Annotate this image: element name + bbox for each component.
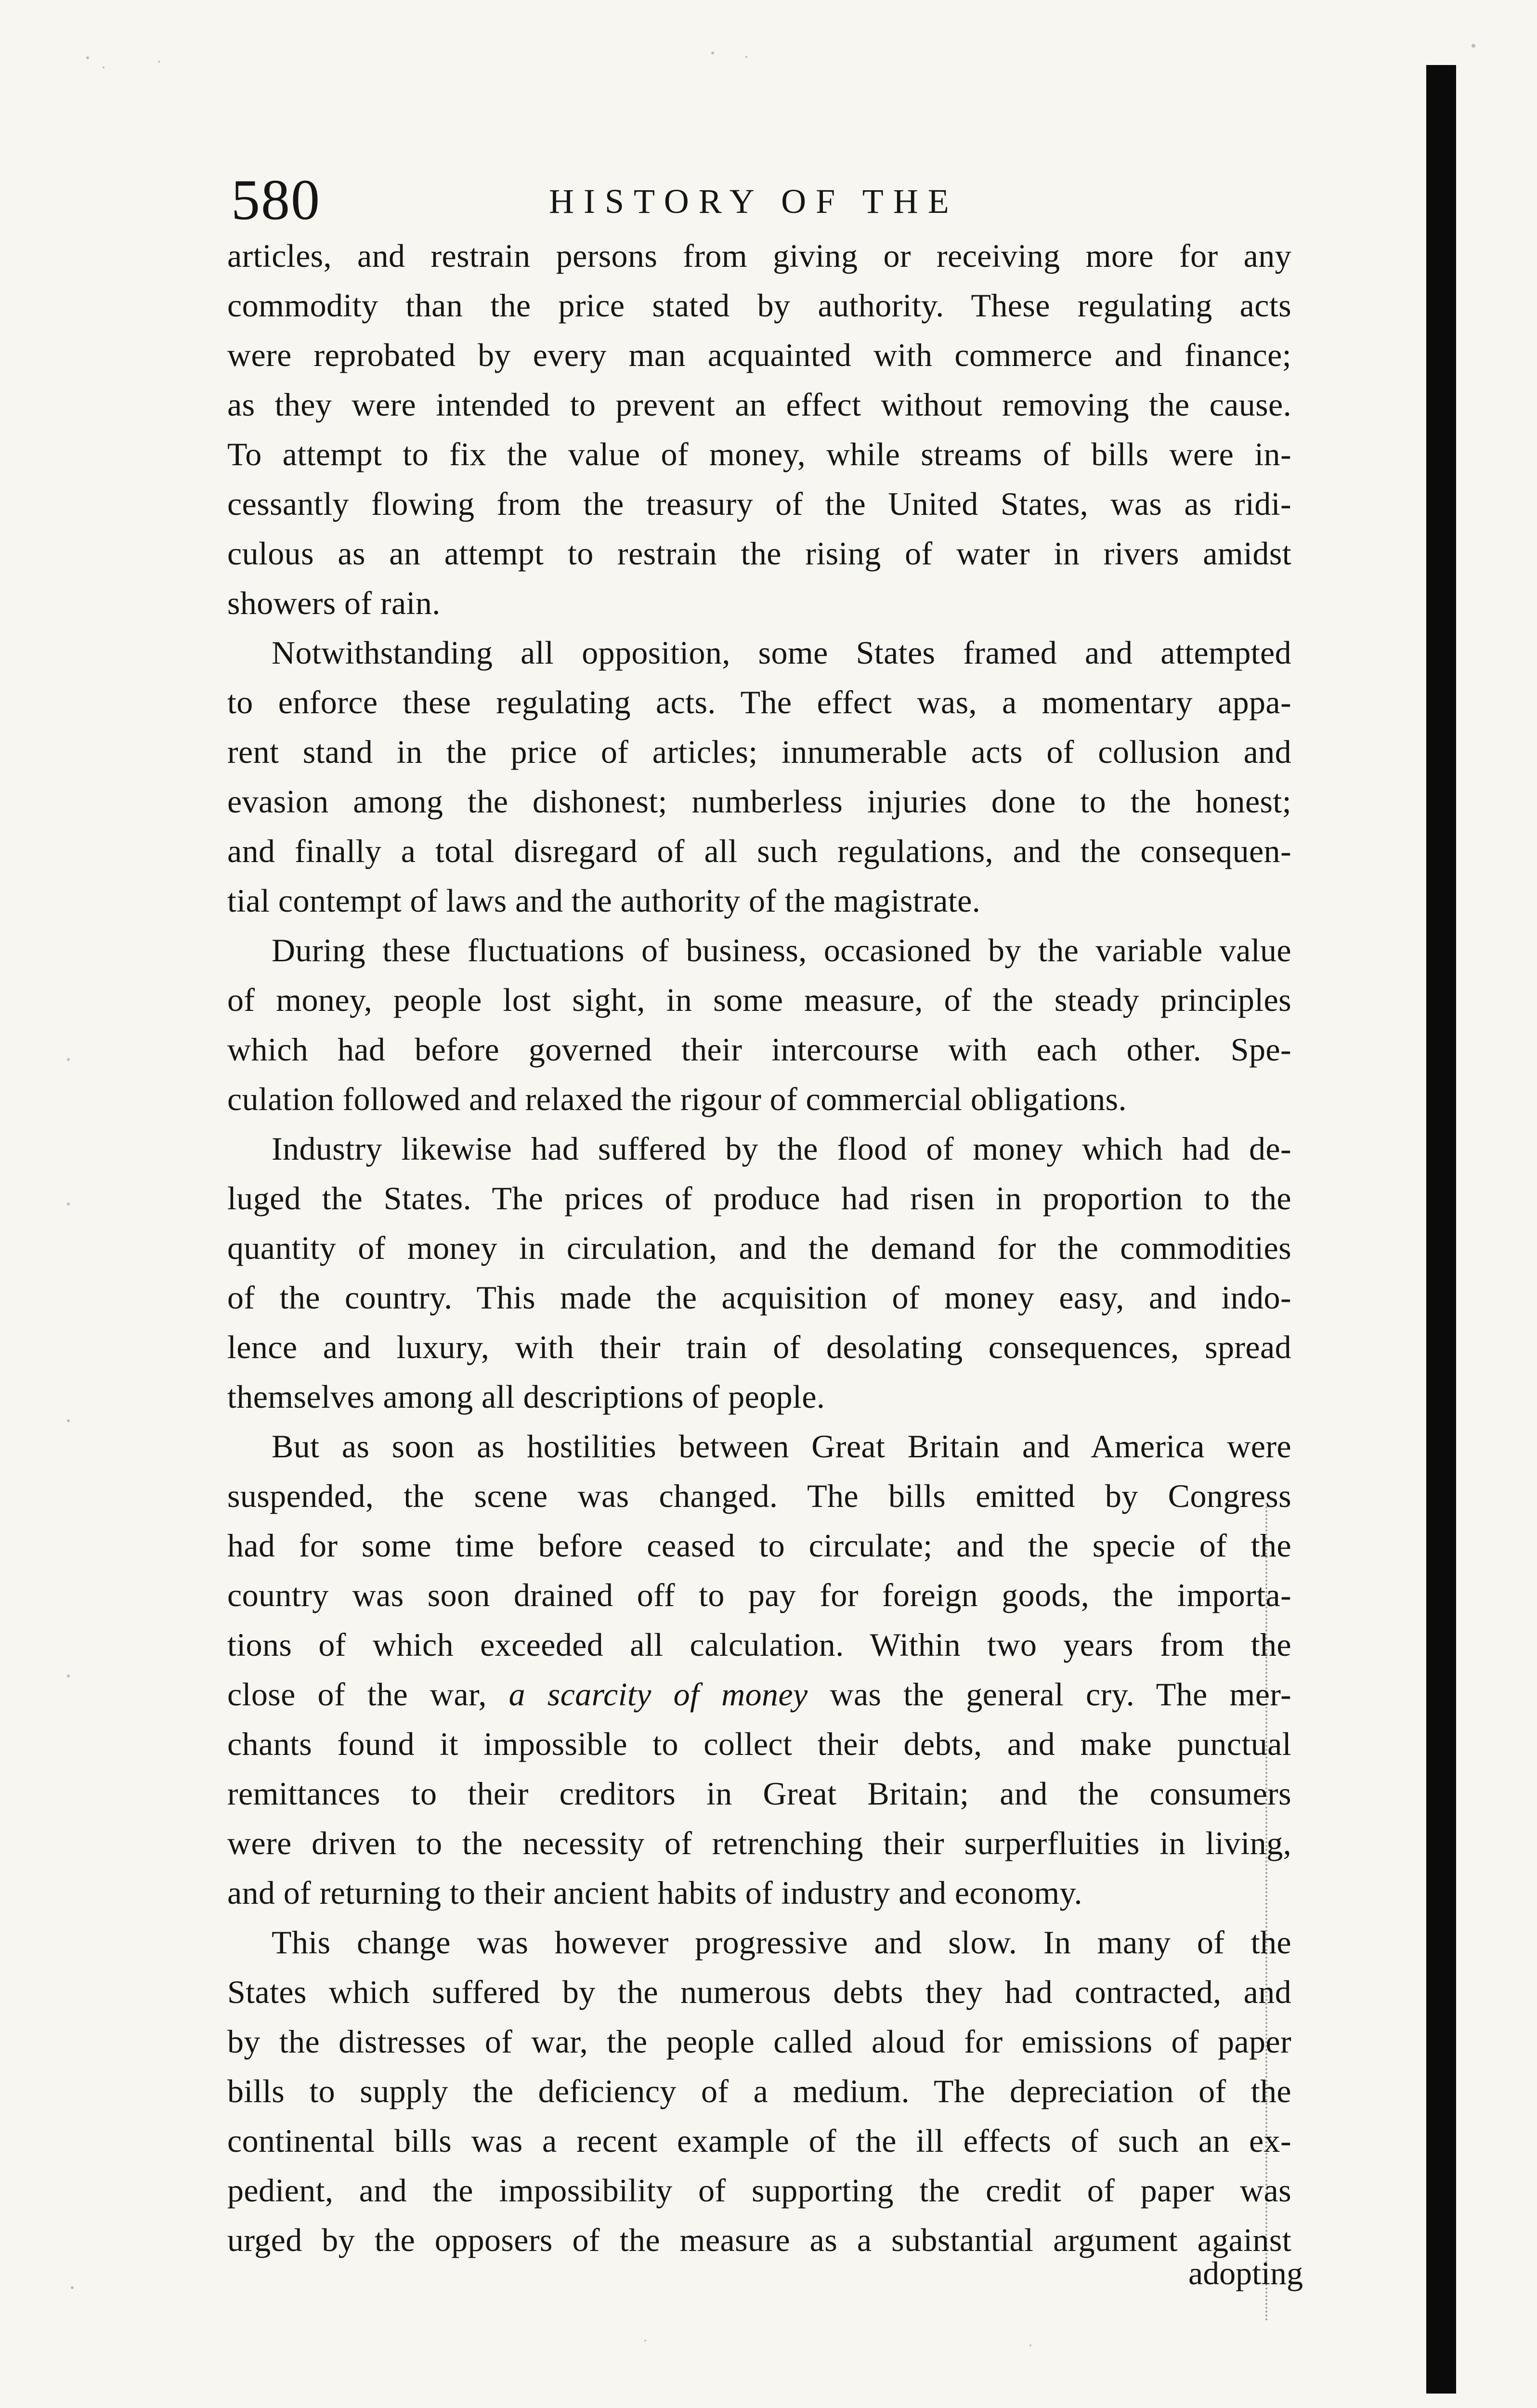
page-number: 580: [231, 168, 321, 232]
text-line: culous as an attempt to restrain the rising of water in rivers amidst: [227, 535, 1291, 572]
text-line: luged the States. The prices of produce had risen in proportion to the: [227, 1180, 1291, 1217]
text-line: which had before governed their intercourse with each other. Spe-: [227, 1031, 1291, 1068]
text-line: To attempt to fix the value of money, while streams of bills were in-: [227, 436, 1291, 472]
text-line: pedient, and the impossibility of supporting the credit of paper was: [227, 2172, 1291, 2209]
paragraph-1: [227, 231, 1291, 628]
paragraph-3: [227, 926, 1291, 1124]
paragraph-5: [227, 1422, 1291, 1918]
paragraph-6: [227, 1918, 1291, 2265]
text-line: by the distresses of war, the people called aloud for emissions of paper: [227, 2023, 1291, 2060]
text-line: continental bills was a recent example of the ill effects of such an ex-: [227, 2122, 1291, 2159]
text-line: country was soon drained off to pay for foreign goods, the importa-: [227, 1577, 1291, 1613]
italic-phrase: a scarcity of money: [508, 1676, 808, 1713]
text-line: as they were intended to prevent an effect without removing the cause.: [227, 386, 1291, 423]
text-line: This change was however progressive and slow. In many of the: [272, 1924, 1291, 1961]
text-line: evasion among the dishonest; numberless injuries done to the honest;: [227, 783, 1291, 820]
catchword: adopting: [1188, 2255, 1303, 2291]
text-line: But as soon as hostilities between Great Britain and America were: [272, 1428, 1291, 1465]
text-line: and finally a total disregard of all such regulations, and the consequen-: [227, 833, 1291, 869]
text-line: of the country. This made the acquisition of money easy, and indo-: [227, 1279, 1291, 1316]
text-segment: was the general cry. The mer-: [830, 1676, 1291, 1713]
text-line: During these fluctuations of business, occasioned by the variable value: [272, 932, 1291, 968]
text-line: Industry likewise had suffered by the flood of money which had de-: [272, 1130, 1291, 1167]
text-line: commodity than the price stated by authority. These regulating acts: [227, 287, 1291, 324]
text-line: had for some time before ceased to circulate; and the specie of the: [227, 1527, 1291, 1564]
text-line: States which suffered by the numerous debts they had contracted, and: [227, 1974, 1291, 2010]
text-line: to enforce these regulating acts. The effect was, a momentary appa-: [227, 684, 1291, 720]
text-line: showers of rain.: [227, 585, 441, 621]
text-line: cessantly flowing from the treasury of the United States, was as ridi-: [227, 485, 1291, 522]
text-line: tions of which exceeded all calculation. Within two years from the: [227, 1626, 1291, 1663]
text-line-with-italic: [227, 1670, 1291, 1719]
text-line: articles, and restrain persons from giving or receiving more for any: [227, 237, 1291, 274]
text-segment: close of the war,: [227, 1676, 487, 1713]
text-line: chants found it impossible to collect their debts, and make punctual: [227, 1726, 1291, 1762]
running-head: HISTORY OF THE: [549, 182, 959, 221]
text-line: remittances to their creditors in Great Britain; and the consumers: [227, 1775, 1291, 1812]
body-text: [227, 231, 1291, 2265]
paragraph-4: [227, 1124, 1291, 1422]
text-line: urged by the opposers of the measure as a substantial argument against: [227, 2222, 1291, 2258]
binding-gutter-shadow: [1426, 65, 1456, 2394]
text-line: and of returning to their ancient habits of industry and economy.: [227, 1874, 1082, 1911]
text-line: themselves among all descriptions of people.: [227, 1378, 825, 1415]
text-line: quantity of money in circulation, and the demand for the commodities: [227, 1230, 1291, 1266]
text-line: suspended, the scene was changed. The bills emitted by Congress: [227, 1478, 1291, 1514]
text-line: bills to supply the deficiency of a medium. The depreciation of the: [227, 2073, 1291, 2109]
text-line: of money, people lost sight, in some measure, of the steady principles: [227, 982, 1291, 1018]
text-line: were reprobated by every man acquainted with commerce and finance;: [227, 337, 1291, 373]
text-line: tial contempt of laws and the authority of the magistrate.: [227, 882, 981, 919]
text-line: culation followed and relaxed the rigour of commercial obligations.: [227, 1081, 1127, 1117]
text-line: lence and luxury, with their train of desolating consequences, spread: [227, 1329, 1291, 1365]
text-line: Notwithstanding all opposition, some States framed and attempted: [272, 634, 1291, 671]
page-header: [231, 164, 1136, 236]
text-line: rent stand in the price of articles; innumerable acts of collusion and: [227, 733, 1291, 770]
paragraph-2: [227, 628, 1291, 926]
text-line: were driven to the necessity of retrenching their surperfluities in living,: [227, 1825, 1291, 1861]
